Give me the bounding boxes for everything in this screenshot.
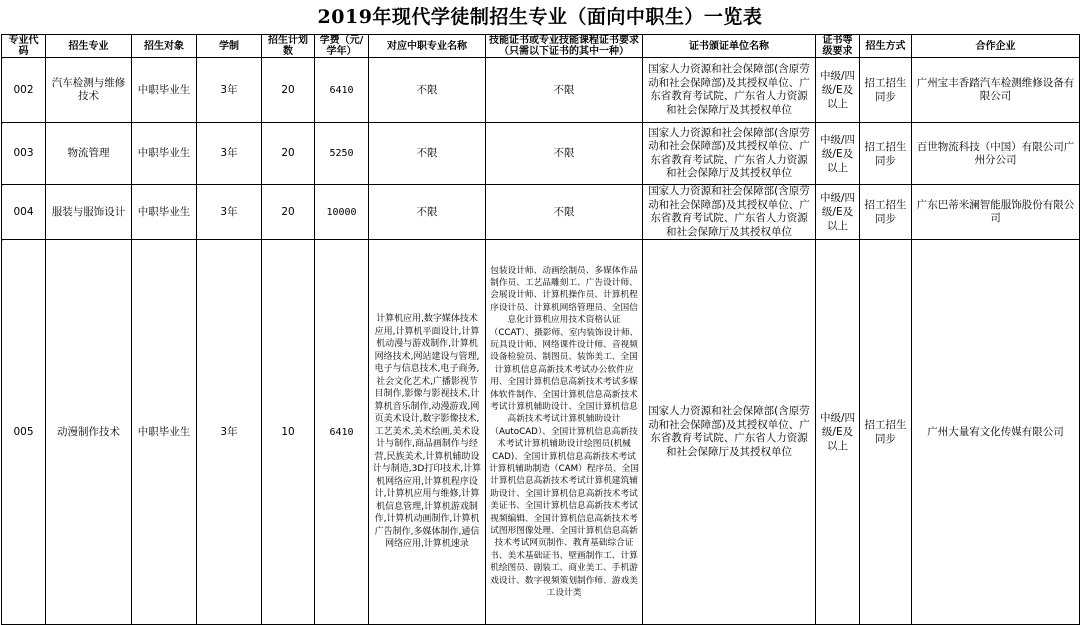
target-cell: 中职毕业生 bbox=[132, 240, 197, 625]
plan-cell: 10 bbox=[262, 240, 315, 625]
table-row bbox=[2, 58, 1080, 123]
partner-cell: 广州大量宥文化传媒有限公司 bbox=[912, 240, 1080, 625]
fee-cell: 6410 bbox=[315, 58, 369, 123]
major-cell: 服装与服饰设计 bbox=[46, 185, 132, 240]
target-cell: 中职毕业生 bbox=[132, 185, 197, 240]
code-cell: 004 bbox=[2, 185, 46, 240]
target-cell: 中职毕业生 bbox=[132, 58, 197, 123]
header-plan: 招生计划数 bbox=[262, 35, 315, 58]
vocational-cell: 不限 bbox=[369, 185, 486, 240]
table-row bbox=[2, 185, 1080, 240]
duration-cell: 3年 bbox=[197, 240, 262, 625]
major-cell: 物流管理 bbox=[46, 123, 132, 185]
header-row bbox=[2, 35, 1080, 58]
header-code: 专业代码 bbox=[2, 35, 46, 58]
table-row bbox=[2, 123, 1080, 185]
method-cell: 招工招生同步 bbox=[860, 58, 912, 123]
vocational-cell: 不限 bbox=[369, 58, 486, 123]
target-cell: 中职毕业生 bbox=[132, 123, 197, 185]
level-cell: 中级/四级/E及以上 bbox=[816, 240, 860, 625]
partner-cell: 百世物流科技（中国）有限公司广州分公司 bbox=[912, 123, 1080, 185]
plan-cell: 20 bbox=[262, 58, 315, 123]
header-duration: 学制 bbox=[197, 35, 262, 58]
issuer-cell: 国家人力资源和社会保障部(含原劳动和社会保障部)及其授权单位、广东省教育考试院、广东省人力资源和社会保障厅及其授权单位 bbox=[643, 240, 816, 625]
fee-cell: 5250 bbox=[315, 123, 369, 185]
header-target: 招生对象 bbox=[132, 35, 197, 58]
code-cell: 003 bbox=[2, 123, 46, 185]
code-cell: 005 bbox=[2, 240, 46, 625]
plan-cell: 20 bbox=[262, 185, 315, 240]
level-cell: 中级/四级/E及以上 bbox=[816, 123, 860, 185]
major-cell: 动漫制作技术 bbox=[46, 240, 132, 625]
header-major: 招生专业 bbox=[46, 35, 132, 58]
level-cell: 中级/四级/E及以上 bbox=[816, 185, 860, 240]
major-cell: 汽车检测与维修技术 bbox=[46, 58, 132, 123]
duration-cell: 3年 bbox=[197, 58, 262, 123]
header-partner: 合作企业 bbox=[912, 35, 1080, 58]
header-cert-req: 技能证书或专业技能课程证书要求（只需以下证书的其中一种） bbox=[486, 35, 643, 58]
header-vocational: 对应中职专业名称 bbox=[369, 35, 486, 58]
header-method: 招生方式 bbox=[860, 35, 912, 58]
page-title: 2019年现代学徒制招生专业（面向中职生）一览表 bbox=[317, 6, 763, 28]
issuer-cell: 国家人力资源和社会保障部(含原劳动和社会保障部)及其授权单位、广东省教育考试院、广东省人力资源和社会保障厅及其授权单位 bbox=[643, 185, 816, 240]
method-cell: 招工招生同步 bbox=[860, 240, 912, 625]
vocational-cell: 不限 bbox=[369, 123, 486, 185]
header-level: 证书等级要求 bbox=[816, 35, 860, 58]
table-row bbox=[2, 240, 1080, 625]
header-fee: 学费（元/学年） bbox=[315, 35, 369, 58]
method-cell: 招工招生同步 bbox=[860, 185, 912, 240]
duration-cell: 3年 bbox=[197, 123, 262, 185]
cert-req-cell: 包装设计师、动画绘制员、多媒体作品制作员、工艺品雕刻工、广告设计师、会展设计师、计算机操作员、计算机程序设计员、计算机网络管理员、全国信息化计算机应用技术资格认证（CCAT）、摄影师、室内装饰设计师、玩具设计师、网络课件设计师、音视频设备检验员、制图员、装饰美工、全国计算机信息高新技术考试办公软件应用、全国计算机信息高新技术考试多媒体软件制作、全国计算机信息高新技术考试计算机辅助设计、全国计算机信息高新技术考试计算机辅助设计（AutoCAD）、全国计算机信息高新技术考试计算机辅助设计绘图员(机械CAD)、全国计算机信息高新技术考试计算机辅助制造（CAM）程序员、全国计算机信息高新技术考试计算机建筑辅助设计、全国计算机信息高新技术考试美证书、全国计算机信息高新技术考试视频编辑、全国计算机信息高新技术考试图形图像处理、全国计算机信息高新技术考试网页制作、教育基础综合证书、美术基础证书、壁画制作工、计算机绘图员、剧装工、商业美工、手机游戏设计、数字视频策划制作师、游戏美工设计类 bbox=[486, 240, 643, 625]
method-cell: 招工招生同步 bbox=[860, 123, 912, 185]
issuer-cell: 国家人力资源和社会保障部(含原劳动和社会保障部)及其授权单位、广东省教育考试院、广东省人力资源和社会保障厅及其授权单位 bbox=[643, 123, 816, 185]
partner-cell: 广东巴蒂米澜智能服饰股份有限公司 bbox=[912, 185, 1080, 240]
duration-cell: 3年 bbox=[197, 185, 262, 240]
header-issuer: 证书颁证单位名称 bbox=[643, 35, 816, 58]
cert-req-cell: 不限 bbox=[486, 123, 643, 185]
issuer-cell: 国家人力资源和社会保障部(含原劳动和社会保障部)及其授权单位、广东省教育考试院、广东省人力资源和社会保障厅及其授权单位 bbox=[643, 58, 816, 123]
level-cell: 中级/四级/E及以上 bbox=[816, 58, 860, 123]
fee-cell: 10000 bbox=[315, 185, 369, 240]
fee-cell: 6410 bbox=[315, 240, 369, 625]
partner-cell: 广州宝丰香踏汽车检测维修设备有限公司 bbox=[912, 58, 1080, 123]
vocational-cell: 计算机应用,数字媒体技术应用,计算机平面设计,计算机动漫与游戏制作,计算机网络技术,网站建设与管理,电子与信息技术,电子商务,社会文化艺术,广播影视节目制作,影像与影视技术,计算机音乐制作,动漫游戏,网页美术设计,数字影像技术,工艺美术,美术绘画,美术设计与制作,商品画制作与经营,民族美术,计算机辅助设计与制造,3D打印技术,计算机网络应用,计算机程序设计,计算机应用与维修,计算机信息管理,计算机游戏制作,计算机动画制作,计算机广告制作,多媒体制作,通信网络应用,计算机速录 bbox=[369, 240, 486, 625]
code-cell: 002 bbox=[2, 58, 46, 123]
plan-cell: 20 bbox=[262, 123, 315, 185]
enrollment-table bbox=[1, 34, 1080, 625]
cert-req-cell: 不限 bbox=[486, 58, 643, 123]
cert-req-cell: 不限 bbox=[486, 185, 643, 240]
